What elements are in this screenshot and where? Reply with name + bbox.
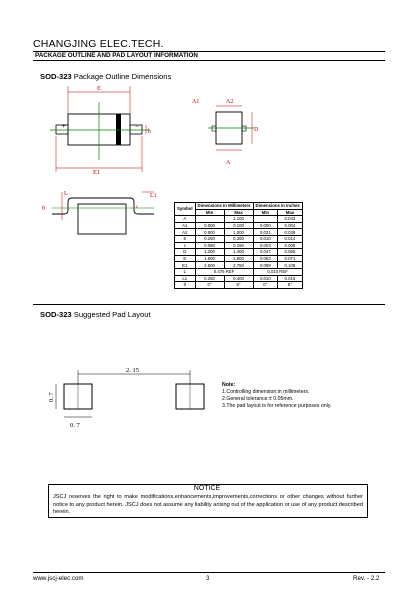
company-name: CHANGJING ELEC.TECH. xyxy=(33,38,164,50)
table-row xyxy=(175,282,303,289)
cell: 8° xyxy=(278,282,303,289)
cell: 0.250 xyxy=(195,235,224,242)
label-a1: A1 xyxy=(192,99,200,105)
footer-rule xyxy=(33,572,385,573)
cathode-band xyxy=(116,114,121,145)
cell: D xyxy=(175,249,196,256)
cell: 0.010 REF xyxy=(253,268,302,275)
label-d: D xyxy=(254,127,259,133)
cell: 2.750 xyxy=(224,262,253,269)
cell: 0.350 xyxy=(224,235,253,242)
table-row xyxy=(175,242,303,249)
cell: 0° xyxy=(253,282,278,289)
cell xyxy=(195,216,224,223)
label-l1: L1 xyxy=(150,193,157,199)
notice-title: NOTICE xyxy=(193,485,221,492)
cell xyxy=(253,216,278,223)
top-view-drawing xyxy=(50,80,180,175)
cell: 0.004 xyxy=(278,222,303,229)
label-a2: A2 xyxy=(226,99,234,105)
cell: 0.039 xyxy=(278,229,303,236)
cell: 0.100 xyxy=(224,222,253,229)
cell: 0.031 xyxy=(253,229,278,236)
cell: 1.800 xyxy=(224,255,253,262)
table-row xyxy=(175,262,303,269)
pad-subtitle-bold: SOD-323 xyxy=(40,310,72,319)
table-row xyxy=(175,229,303,236)
dimension-table xyxy=(174,202,303,289)
cell: A xyxy=(175,216,196,223)
cell: 0.800 xyxy=(195,229,224,236)
th-min: Min xyxy=(253,209,278,216)
cell: 0.475 REF xyxy=(195,268,253,275)
cell: 0.080 xyxy=(195,242,224,249)
cell: A2 xyxy=(175,229,196,236)
section-title: PACKAGE OUTLINE AND PAD LAYOUT INFORMATION xyxy=(35,52,198,59)
cell: 8° xyxy=(224,282,253,289)
footer-revision: Rev. - 2.2 xyxy=(353,575,380,582)
label-a: A xyxy=(226,160,231,166)
polarity-plus: + xyxy=(62,124,66,130)
label-theta: θ xyxy=(42,206,45,212)
table-row xyxy=(175,235,303,242)
note-line-1: 1.Controlling dimension:in millimeters. xyxy=(222,389,310,395)
outline-subtitle-rest: Package Outline Dimensions xyxy=(71,72,172,81)
cell: 2.500 xyxy=(195,262,224,269)
note-title: Note: xyxy=(222,382,236,388)
table-row xyxy=(175,216,303,223)
detail-body xyxy=(78,204,126,234)
th-inch: Dimensions In Inches xyxy=(253,203,302,210)
cell: 0.047 xyxy=(253,249,278,256)
label-b: b xyxy=(148,129,151,135)
table-row xyxy=(175,249,303,256)
cell: 1.000 xyxy=(224,229,253,236)
cell: 0° xyxy=(195,282,224,289)
notice-body: JSCJ reserves the right to make modifications,enhancements,improvements,corrections or other changes without further notice to any product herein. JSCJ does not assume any liability arising out of the application or use of any product described herein. xyxy=(53,494,363,516)
table-row xyxy=(175,268,303,275)
label-e: E xyxy=(97,85,101,92)
cell: 0.016 xyxy=(278,275,303,282)
table-row xyxy=(175,275,303,282)
cell: L1 xyxy=(175,275,196,282)
cell: 0.043 xyxy=(278,216,303,223)
cell: 0.063 xyxy=(253,255,278,262)
label-span: 2. 15 xyxy=(126,367,139,374)
section-rule xyxy=(33,60,385,61)
cell: 1.600 xyxy=(195,255,224,262)
cell: 1.400 xyxy=(224,249,253,256)
th-symbol: Symbol xyxy=(175,203,196,216)
side-lead-right xyxy=(242,126,246,131)
cell: θ xyxy=(175,282,196,289)
cell: 0.010 xyxy=(253,275,278,282)
th-min: Min xyxy=(195,209,224,216)
cell: 0.055 xyxy=(278,249,303,256)
cell: 1.100 xyxy=(224,216,253,223)
cell: 0.006 xyxy=(278,242,303,249)
pad-subtitle xyxy=(40,310,151,319)
label-l: L xyxy=(64,191,68,197)
outline-subtitle-bold: SOD-323 xyxy=(40,72,72,81)
cell: 0.010 xyxy=(253,235,278,242)
cell: 0.150 xyxy=(224,242,253,249)
th-max: Max xyxy=(278,209,303,216)
footer-website[interactable]: www.jscj-elec.com xyxy=(33,575,84,582)
cell: 0.250 xyxy=(195,275,224,282)
lead-detail-drawing xyxy=(38,186,168,246)
cell: c xyxy=(175,242,196,249)
cell: 0.071 xyxy=(278,255,303,262)
table-row xyxy=(175,255,303,262)
section-divider xyxy=(33,304,385,305)
note-line-2: 2.General tolerance:± 0.05mm. xyxy=(222,396,294,402)
th-max: Max xyxy=(224,209,253,216)
pad-layout-drawing xyxy=(40,362,220,434)
cell: b xyxy=(175,235,196,242)
lead-profile xyxy=(52,198,154,214)
label-e1: E1 xyxy=(93,169,101,175)
cell: A1 xyxy=(175,222,196,229)
pad-subtitle-rest: Suggested Pad Layout xyxy=(71,310,151,319)
cell: 0.400 xyxy=(224,275,253,282)
cell: 0.003 xyxy=(253,242,278,249)
note-line-3: 3.The pad layout is for reference purposes only. xyxy=(222,403,332,409)
cell: E1 xyxy=(175,262,196,269)
table-row xyxy=(175,222,303,229)
cell: 0.108 xyxy=(278,262,303,269)
notes xyxy=(222,382,331,410)
label-height: 0. 7 xyxy=(48,392,55,402)
cell: 0.000 xyxy=(253,222,278,229)
footer-page-number: 3 xyxy=(206,575,210,582)
label-width: 0. 7 xyxy=(70,422,80,429)
side-view-drawing xyxy=(190,90,280,170)
label-c: c xyxy=(136,205,139,210)
cell: E xyxy=(175,255,196,262)
cell: 1.200 xyxy=(195,249,224,256)
cell: L xyxy=(175,268,196,275)
polarity-minus: − xyxy=(135,124,139,130)
side-lead-left xyxy=(212,126,216,131)
th-mm: Dimensions In Millimeters xyxy=(195,203,253,210)
cell: 0.098 xyxy=(253,262,278,269)
cell: 0.014 xyxy=(278,235,303,242)
cell: 0.000 xyxy=(195,222,224,229)
